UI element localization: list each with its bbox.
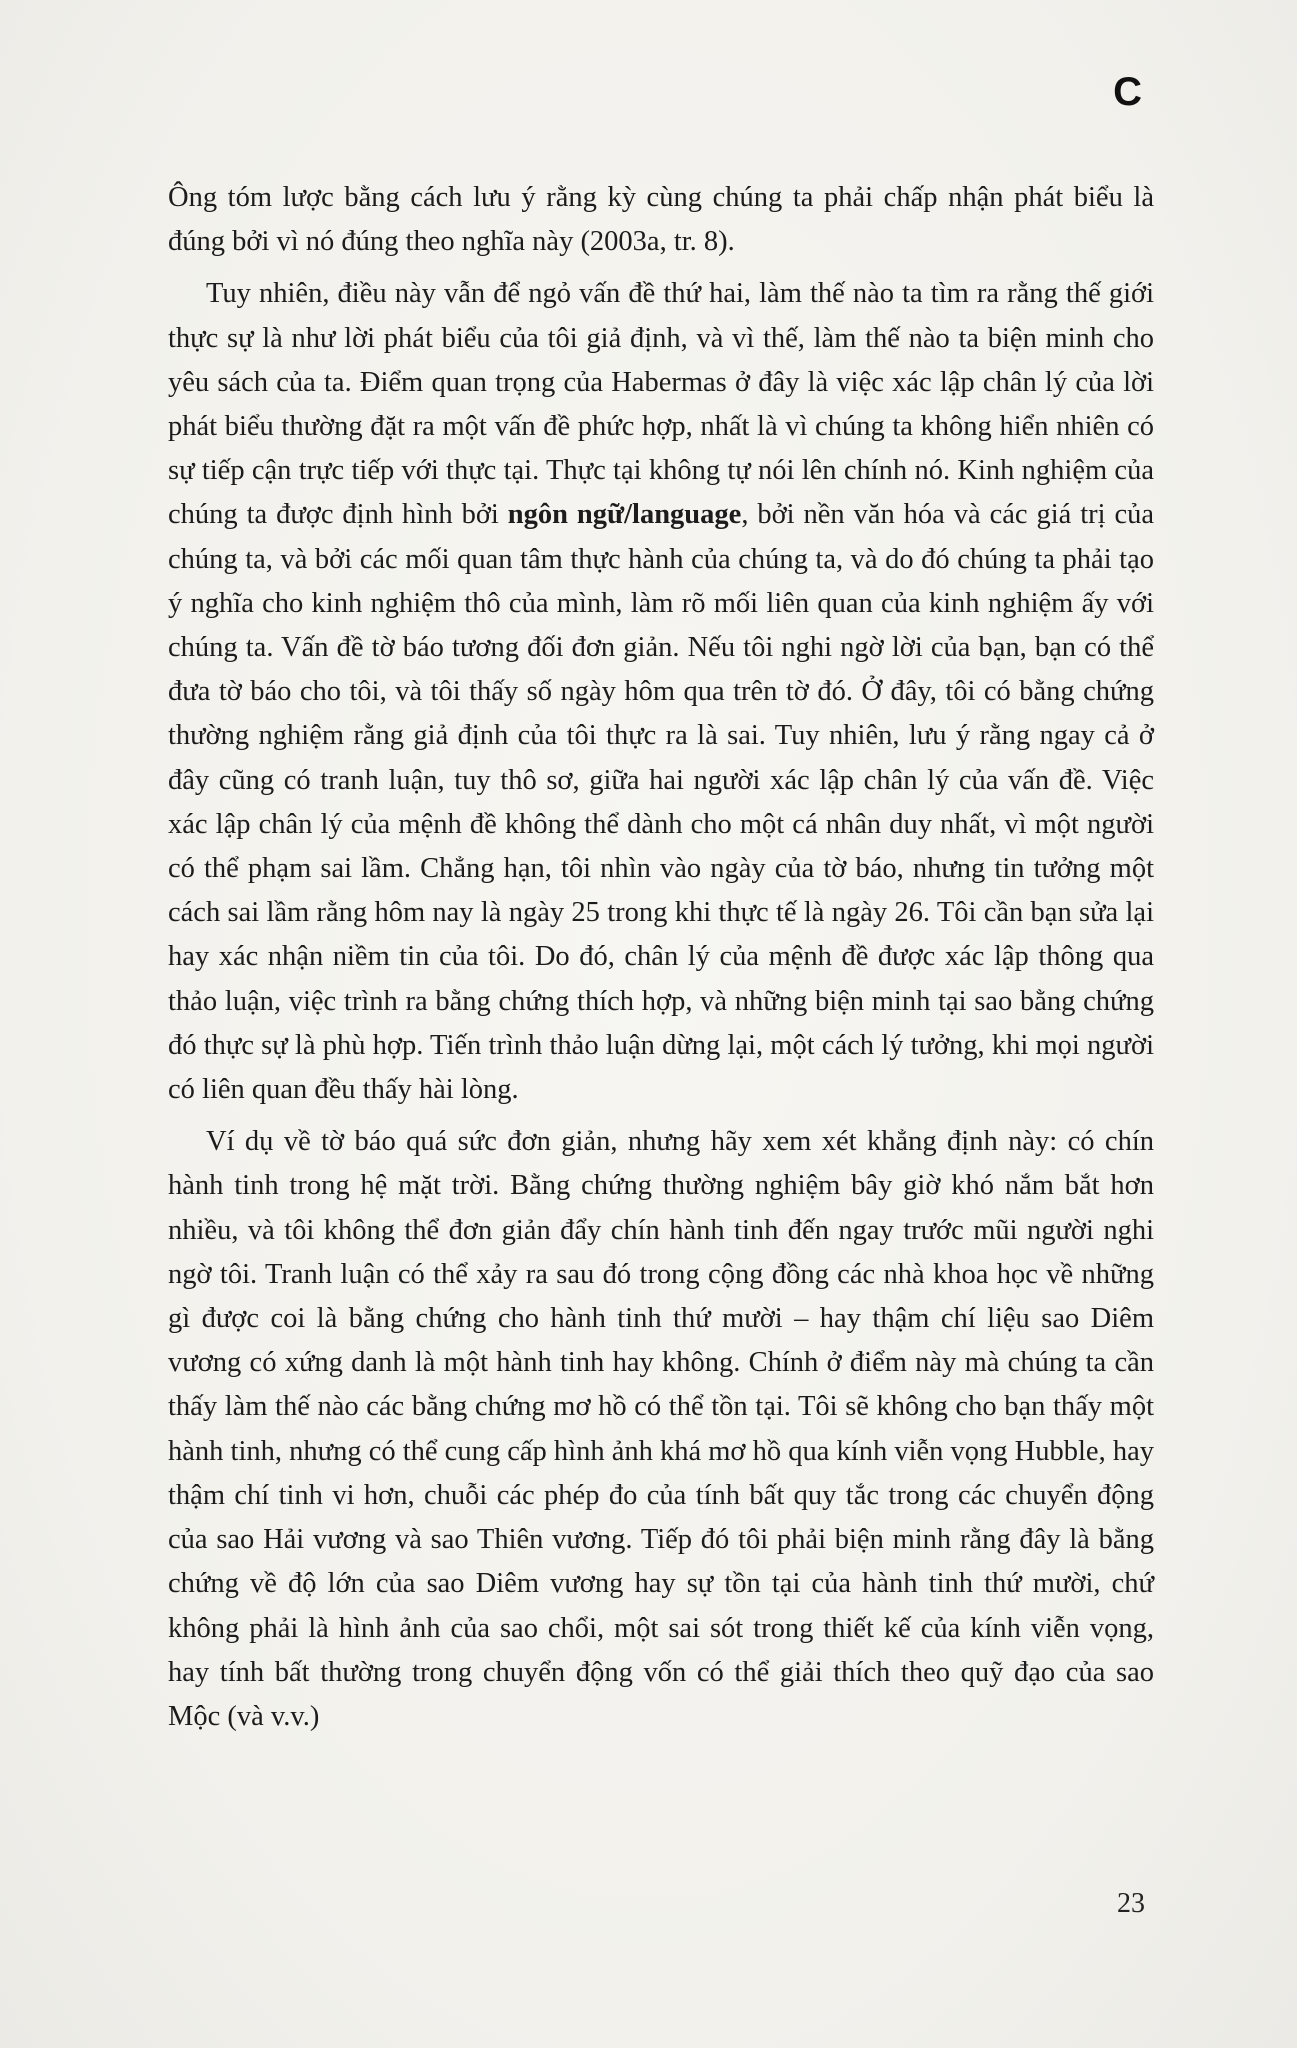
paragraph-2: [168, 272, 1154, 1112]
paragraph-1: Ông tóm lược bằng cách lưu ý rằng kỳ cùng chúng ta phải chấp nhận phát biểu là đúng bởi vì nó đúng theo nghĩa này (2003a, tr. 8).: [168, 182, 1154, 258]
body-text: [168, 176, 1154, 1747]
key-term: ngôn ngữ/language: [507, 499, 742, 531]
page-number: 23: [1117, 1888, 1145, 1919]
paragraph-3: Ví dụ về tờ báo quá sức đơn giản, nhưng hãy xem xét khẳng định này: có chín hành tinh trong hệ mặt trời. Bằng chứng thường nghiệm bây giờ khó nắm bắt hơn nhiều, và tôi không thể đơn giản đẩy chín hành tinh đến ngay trước mũi người nghi ngờ tôi. Tranh luận có thể xảy ra sau đó trong cộng đồng các nhà khoa học về những gì được coi là bằng chứng cho hành tinh thứ mười – hay thậm chí liệu sao Diêm vương có xứng danh là một hành tinh hay không. Chính ở điểm này mà chúng ta cần thấy làm thế nào các bằng chứng mơ hồ có thể tồn tại. Tôi sẽ không cho bạn thấy một hành tinh, nhưng có thể cung cấp hình ảnh khá mơ hồ qua kính viễn vọng Hubble, hay thậm chí tinh vi hơn, chuỗi các phép đo của tính bất quy tắc trong các chuyển động của sao Hải vương và sao Thiên vương. Tiếp đó tôi phải biện minh rằng đây là bằng chứng về độ lớn của sao Diêm vương hay sự tồn tại của hành tinh thứ mười, chứ không phải là hình ảnh của sao chổi, một sai sót trong thiết kế của kính viễn vọng, hay tính bất thường trong chuyển động vốn có thể giải thích theo quỹ đạo của sao Mộc (và v.v.): [168, 1126, 1154, 1732]
paragraph-2-part-a: Tuy nhiên, điều này vẫn để ngỏ vấn đề thứ hai, làm thế nào ta tìm ra rằng thế giới thực sự là như lời phát biểu của tôi giả định, và vì thế, làm thế nào ta biện minh cho yêu sách của ta. Điểm quan trọng của Habermas ở đây là việc xác lập chân lý của lời phát biểu thường đặt ra một vấn đề phức hợp, nhất là vì chúng ta không hiển nhiên có sự tiếp cận trực tiếp với thực tại. Thực tại không tự nói lên chính nó. Kinh nghiệm của chúng ta được định hình bởi: [168, 278, 1154, 531]
section-letter: C: [1113, 70, 1142, 114]
paragraph-2-part-b: , bởi nền văn hóa và các giá trị của chúng ta, và bởi các mối quan tâm thực hành của chúng ta, và do đó chúng ta phải tạo ý nghĩa cho kinh nghiệm thô của mình, làm rõ mối liên quan của kinh nghiệm ấy với chúng ta. Vấn đề tờ báo tương đối đơn giản. Nếu tôi nghi ngờ lời của bạn, bạn có thể đưa tờ báo cho tôi, và tôi thấy số ngày hôm qua trên tờ đó. Ở đây, tôi có bằng chứng thường nghiệm rằng giả định của tôi thực ra là sai. Tuy nhiên, lưu ý rằng ngay cả ở đây cũng có tranh luận, tuy thô sơ, giữa hai người xác lập chân lý của vấn đề. Việc xác lập chân lý của mệnh đề không thể dành cho một cá nhân duy nhất, vì một người có thể phạm sai lầm. Chẳng hạn, tôi nhìn vào ngày của tờ báo, nhưng tin tưởng một cách sai lầm rằng hôm nay là ngày 25 trong khi thực tế là ngày 26. Tôi cần bạn sửa lại hay xác nhận niềm tin của tôi. Do đó, chân lý của mệnh đề được xác lập thông qua thảo luận, việc trình ra bằng chứng thích hợp, và những biện minh tại sao bằng chứng đó thực sự là phù hợp. Tiến trình thảo luận dừng lại, một cách lý tưởng, khi mọi người có liên quan đều thấy hài lòng.: [168, 499, 1155, 1106]
